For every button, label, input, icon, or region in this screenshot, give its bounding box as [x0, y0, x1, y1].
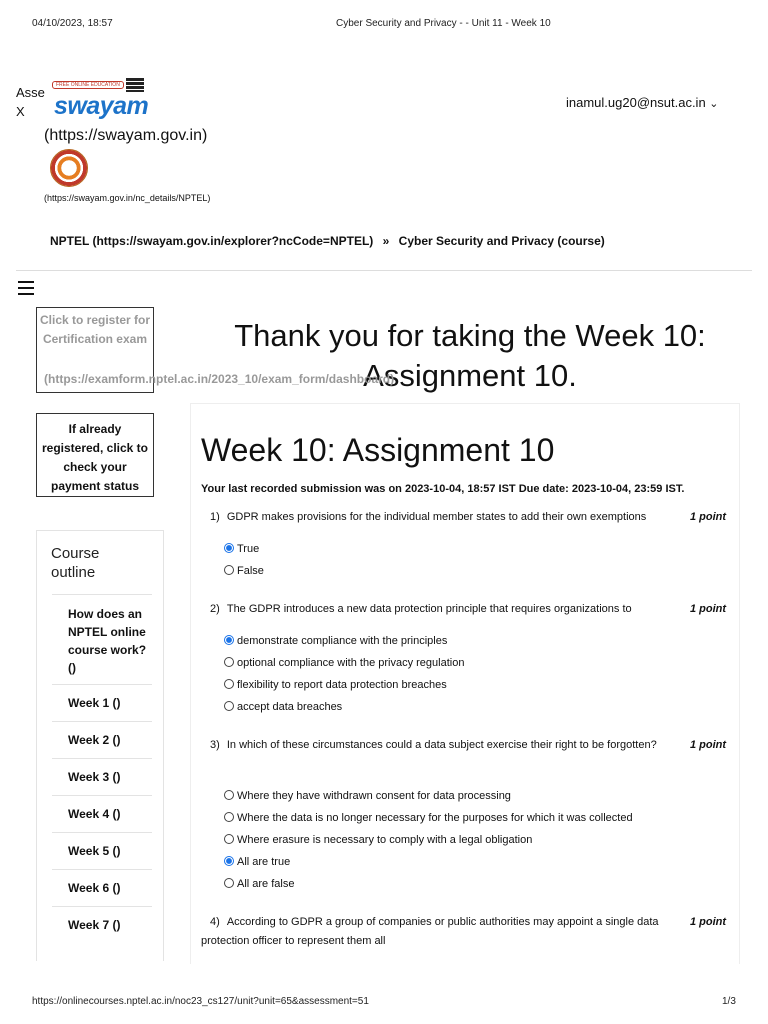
radio-icon[interactable] [224, 679, 234, 689]
question-number: 2) [210, 603, 220, 615]
option-label: True [237, 543, 260, 555]
logo-tagline: FREE ONLINE EDUCATION [52, 81, 124, 89]
option-label: Where they have withdrawn consent for data processing [237, 790, 511, 802]
question-text: In which of these circumstances could a data subject exercise their right to be forgotten? [226, 739, 657, 751]
option-q3-2[interactable] [224, 810, 633, 826]
print-page-number: 1/3 [722, 996, 736, 1007]
check-payment-button[interactable]: If already registered, click to check your payment status [36, 413, 154, 497]
option-q1-1[interactable] [224, 541, 259, 557]
sidebar-item-week-2[interactable]: Week 2 () [52, 721, 152, 758]
points-label: 1 point [690, 916, 727, 928]
option-label: All are false [237, 878, 295, 890]
option-label: flexibility to report data protection breaches [237, 679, 447, 691]
chevron-down-icon: ⌄ [709, 98, 719, 110]
question-2 [201, 600, 681, 619]
question-3 [201, 736, 681, 755]
swayam-logo[interactable] [46, 78, 152, 122]
radio-icon[interactable] [224, 657, 234, 667]
question-number: 4) [210, 916, 220, 928]
breadcrumb [50, 234, 605, 248]
option-q3-1[interactable] [224, 788, 511, 804]
option-q2-3[interactable] [224, 677, 447, 693]
option-q3-5[interactable] [224, 876, 294, 892]
radio-selected-icon[interactable] [224, 635, 234, 645]
print-title: Cyber Security and Privacy - - Unit 11 - Week 10 [336, 18, 551, 29]
option-q2-4[interactable] [224, 699, 342, 715]
option-q1-2[interactable] [224, 563, 264, 579]
option-label: Where erasure is necessary to comply with a legal obligation [237, 834, 533, 846]
register-exam-button[interactable]: Click to register for Certification exam [36, 307, 154, 393]
question-number: 3) [210, 739, 220, 751]
option-label: Where the data is no longer necessary for the purposes for which it was collected [237, 812, 633, 824]
close-x[interactable]: X [16, 104, 25, 119]
radio-icon[interactable] [224, 812, 234, 822]
radio-icon[interactable] [224, 565, 234, 575]
option-label: False [237, 565, 264, 577]
option-label: optional compliance with the privacy regulation [237, 657, 465, 669]
radio-selected-icon[interactable] [224, 856, 234, 866]
points-label: 1 point [690, 739, 727, 751]
radio-icon[interactable] [224, 790, 234, 800]
sidebar-item-week-3[interactable]: Week 3 () [52, 758, 152, 795]
print-datetime: 04/10/2023, 18:57 [32, 18, 113, 29]
question-number: 1) [210, 511, 220, 523]
sidebar-item-week-4[interactable]: Week 4 () [52, 795, 152, 832]
nptel-logo-icon[interactable] [50, 149, 88, 187]
sidebar-item-week-5[interactable]: Week 5 () [52, 832, 152, 869]
option-label: demonstrate compliance with the principles [237, 635, 448, 647]
radio-icon[interactable] [224, 878, 234, 888]
submission-note: Your last recorded submission was on 2023-10-04, 18:57 IST Due date: 2023-10-04, 23:59 IST. [201, 483, 685, 495]
thank-you-message: Thank you for taking the Week 10: Assignment 10. [234, 318, 706, 393]
breadcrumb-course[interactable]: Cyber Security and Privacy (course) [398, 234, 605, 248]
question-1 [201, 508, 681, 527]
option-q3-4[interactable] [224, 854, 290, 870]
radio-icon[interactable] [224, 834, 234, 844]
option-label: accept data breaches [237, 701, 343, 713]
radio-selected-icon[interactable] [224, 543, 234, 553]
option-label: All are true [237, 856, 291, 868]
option-q2-2[interactable] [224, 655, 464, 671]
breadcrumb-nptel-link[interactable]: NPTEL (https://swayam.gov.in/explorer?ncCode=NPTEL) [50, 234, 374, 248]
assignment-title: Week 10: Assignment 10 [201, 432, 555, 468]
question-text: GDPR makes provisions for the individual member states to add their own exemptions [226, 511, 647, 523]
user-menu[interactable] [566, 95, 719, 110]
logo-wordmark: swayam [54, 92, 149, 120]
register-exam-url[interactable]: (https://examform.nptel.ac.in/2023_10/exam_form/dashboard) [44, 372, 395, 386]
print-url: https://onlinecourses.nptel.ac.in/noc23_cs127/unit?unit=65&assessment=51 [32, 996, 369, 1007]
points-label: 1 point [690, 511, 727, 523]
sidebar-item-week-6[interactable]: Week 6 () [52, 869, 152, 906]
sidebar-item-how-it-works[interactable]: How does an NPTEL online course work? () [52, 594, 152, 684]
sidebar-item-week-7[interactable]: Week 7 () [52, 906, 152, 943]
menu-icon[interactable] [18, 281, 34, 295]
option-q2-1[interactable] [224, 633, 447, 649]
breadcrumb-separator: » [382, 234, 390, 248]
option-q3-3[interactable] [224, 832, 532, 848]
swayam-link[interactable]: (https://swayam.gov.in) [44, 127, 208, 144]
nptel-details-link[interactable]: (https://swayam.gov.in/nc_details/NPTEL) [44, 193, 211, 203]
course-outline-title: Course outline [51, 545, 100, 581]
header-divider [16, 270, 752, 271]
user-email: inamul.ug20@nsut.ac.in [566, 95, 706, 110]
question-4 [201, 913, 681, 951]
books-icon [126, 78, 144, 92]
asse-fragment: Asse [16, 85, 45, 100]
question-text: According to GDPR a group of companies or public authorities may appoint a single data protection officer to represent them all [201, 916, 659, 947]
question-text: The GDPR introduces a new data protection principle that requires organizations to [226, 603, 632, 615]
points-label: 1 point [690, 603, 727, 615]
sidebar-item-week-1[interactable]: Week 1 () [52, 684, 152, 721]
radio-icon[interactable] [224, 701, 234, 711]
